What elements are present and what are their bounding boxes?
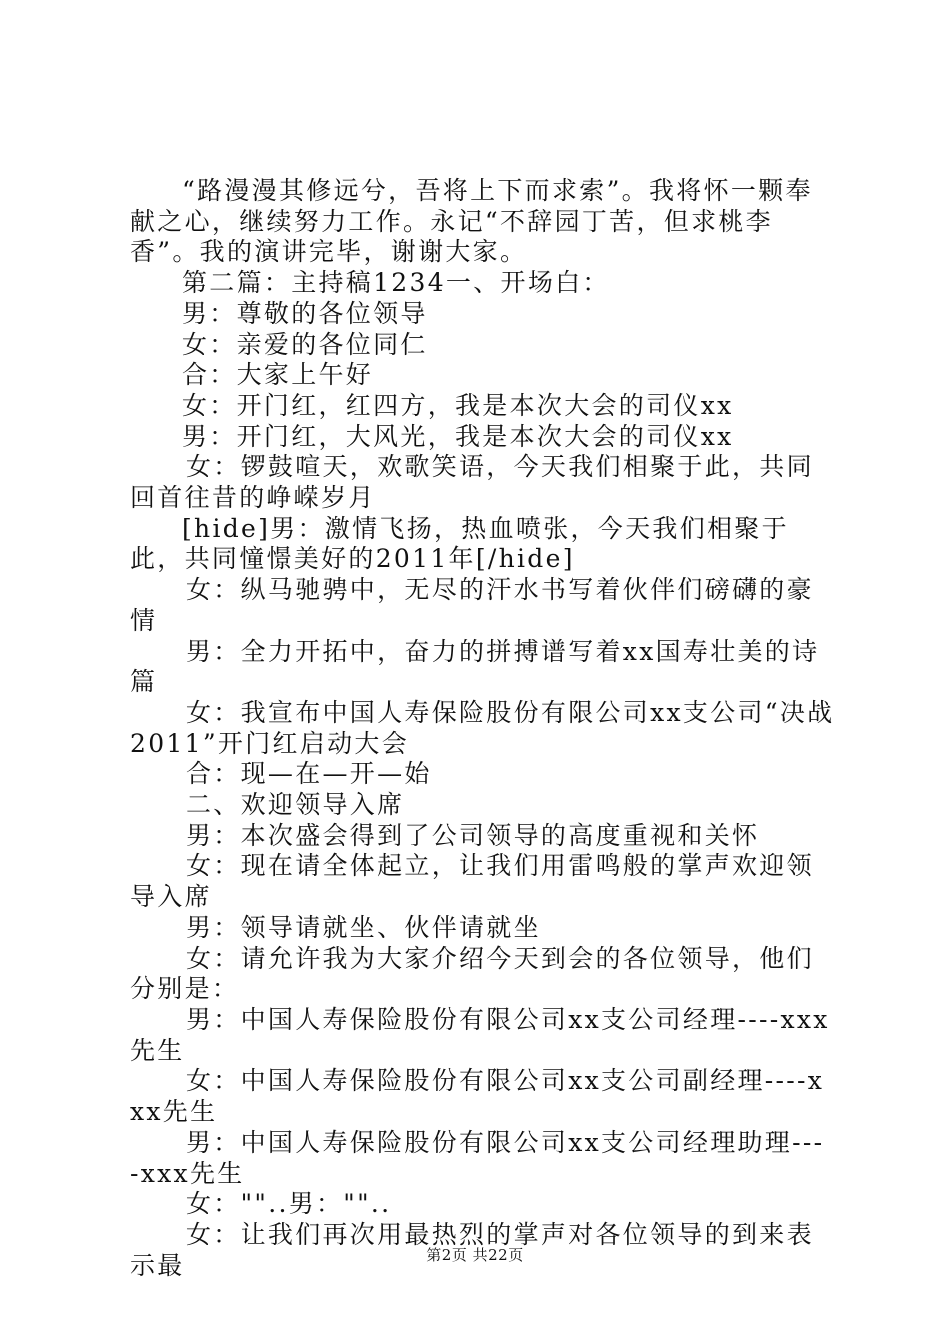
- paragraph-line: 男：开门红，大风光，我是本次大会的司仪xx: [182, 421, 734, 451]
- paragraph-line: 女：中国人寿保险股份有限公司xx支公司副经理----xxx先生: [130, 1066, 825, 1127]
- paragraph-line: 男：全力开拓中，奋力的拼搏谱写着xx国寿壮美的诗篇: [130, 636, 820, 697]
- document-body: [130, 176, 835, 1281]
- paragraph-line: 女：请允许我为大家介绍今天到会的各位领导，他们分别是：: [130, 943, 814, 1004]
- paragraph-closing-speech: “路漫漫其修远兮，吾将上下而求索”。我将怀一颗奉献之心，继续努力工作。永记“不辞园丁苦，但求桃李香”。我的演讲完毕，谢谢大家。: [130, 176, 813, 267]
- paragraph-line: 女：纵马驰骋中，无尽的汗水书写着伙伴们磅礴的豪情: [130, 575, 814, 635]
- paragraph-line: 女：我宣布中国人寿保险股份有限公司xx支公司“决战2011”开门红启动大会: [130, 697, 835, 758]
- paragraph-line: 女：开门红，红四方，我是本次大会的司仪xx: [182, 390, 734, 420]
- paragraph-line: 女：锣鼓喧天，欢歌笑语，今天我们相聚于此，共同回首往昔的峥嵘岁月: [130, 452, 814, 513]
- paragraph-line: 合：大家上午好: [182, 360, 374, 390]
- paragraph-line: 女：""..男：""..: [186, 1189, 392, 1219]
- paragraph-line: 男：中国人寿保险股份有限公司xx支公司经理助理----xxx先生: [130, 1127, 825, 1188]
- paragraph-line: 男：本次盛会得到了公司领导的高度重视和关怀: [186, 820, 760, 850]
- page-number-footer: 第2页 共22页: [426, 1246, 524, 1264]
- paragraph-line: 合：现—在—开—始: [186, 759, 432, 789]
- paragraph-line: 女：让我们再次用最热烈的掌声对各位领导的到来表示最: [130, 1219, 814, 1280]
- paragraph-section-heading: 第二篇：主持稿1234一、开场白：: [182, 268, 610, 298]
- paragraph-line: 男：中国人寿保险股份有限公司xx支公司经理----xxx先生: [130, 1004, 830, 1065]
- paragraph-line: 男：尊敬的各位领导: [182, 298, 428, 328]
- paragraph-subheading: 二、欢迎领导入席: [186, 790, 405, 820]
- paragraph-line: [hide]男：激情飞扬，热血喷张，今天我们相聚于此，共同憧憬美好的2011年[/hide]: [130, 513, 789, 574]
- paragraph-line: 女：现在请全体起立，让我们用雷鸣般的掌声欢迎领导入席: [130, 851, 814, 912]
- paragraph-line: 男：领导请就坐、伙伴请就坐: [186, 912, 541, 942]
- paragraph-line: 女：亲爱的各位同仁: [182, 329, 428, 359]
